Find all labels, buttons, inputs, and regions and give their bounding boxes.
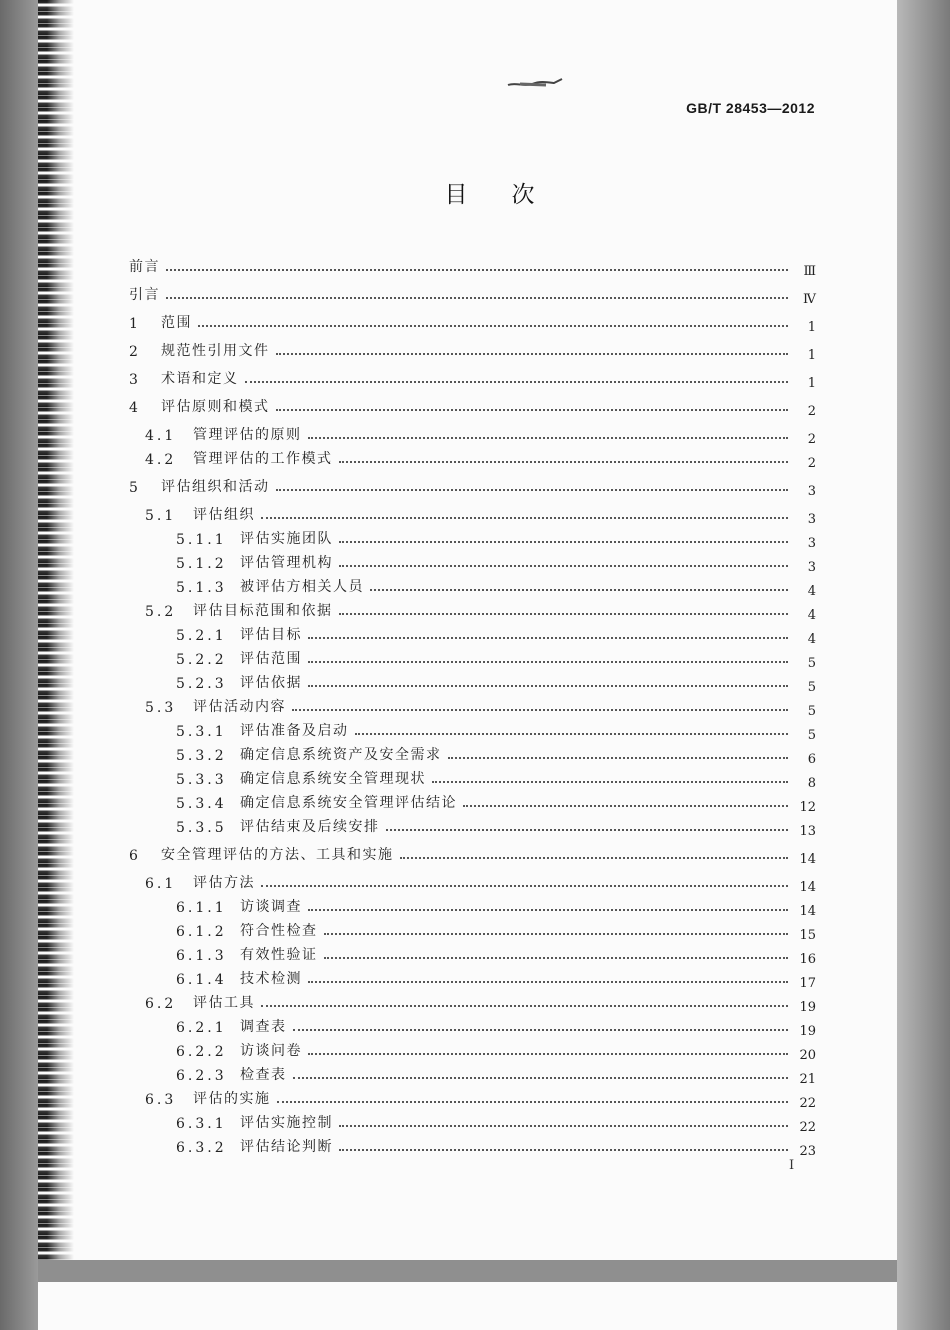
toc-entry-number: 6.2.3: [176, 1068, 227, 1084]
toc-leader-dots: [339, 1149, 788, 1151]
toc-entry: [129, 284, 816, 307]
toc-entry-label: 评估活动内容: [193, 699, 286, 715]
toc-entry: [176, 552, 816, 575]
toc-leader-dots: [324, 957, 789, 959]
toc-entry-number: 6.2.1: [176, 1020, 227, 1036]
toc-entry-number: 3: [129, 372, 141, 388]
toc-entry-label: 评估实施团队: [240, 531, 333, 547]
toc-entry-label: 评估结束及后续安排: [240, 819, 380, 835]
toc-leader-dots: [339, 565, 788, 567]
toc-entry: [129, 256, 816, 279]
toc-entry-number: 5.3: [145, 700, 177, 716]
toc-entry-number: 4.1: [145, 428, 177, 444]
toc-entry-number: 6: [129, 848, 141, 864]
toc-leader-dots: [245, 381, 789, 383]
toc-entry-page: 3: [807, 536, 816, 551]
toc-entry-label: 评估目标: [240, 627, 302, 643]
toc-entry-number: 2: [129, 344, 141, 360]
toc-entry-label: 确定信息系统安全管理现状: [240, 771, 426, 787]
toc-entry-number: 5.2.2: [176, 652, 227, 668]
toc-leader-dots: [386, 829, 789, 831]
toc-entry-page: 5: [807, 656, 816, 671]
toc-leader-dots: [276, 409, 789, 411]
toc-entry-label: 评估结论判断: [240, 1139, 333, 1155]
toc-entry-label: 评估实施控制: [240, 1115, 333, 1131]
toc-entry-page: Ⅲ: [803, 264, 816, 279]
toc-entry-label: 评估范围: [240, 651, 302, 667]
toc-entry-page: 17: [799, 976, 816, 991]
toc-entry-page: 2: [807, 456, 816, 471]
toc-entry-label: 评估目标范围和依据: [193, 603, 333, 619]
toc-entry: [129, 368, 816, 391]
toc-entry-page: 13: [799, 824, 816, 839]
toc-leader-dots: [448, 757, 789, 759]
toc-entry-number: 5.1: [145, 508, 177, 524]
toc-entry-label: 访谈调查: [240, 899, 302, 915]
toc-entry-label: 引言: [129, 287, 160, 303]
toc-entry-page: 3: [807, 560, 816, 575]
toc-entry-label: 评估组织和活动: [161, 479, 270, 495]
toc-entry: [176, 1136, 816, 1159]
toc-entry-number: 4.2: [145, 452, 177, 468]
toc-entry-page: 3: [807, 484, 816, 499]
toc-entry: [145, 1088, 816, 1111]
toc-entry: [176, 576, 816, 599]
toc-leader-dots: [292, 709, 788, 711]
toc-entry-number: 6.1.2: [176, 924, 227, 940]
page-title: 目次: [444, 182, 579, 208]
toc-leader-dots: [308, 981, 788, 983]
toc-leader-dots: [308, 909, 788, 911]
toc-entry: [145, 600, 816, 623]
toc-entry-page: 23: [799, 1144, 816, 1159]
toc-leader-dots: [339, 1125, 788, 1127]
toc-entry-label: 有效性验证: [240, 947, 318, 963]
toc-entry-page: 5: [807, 680, 816, 695]
toc-leader-dots: [308, 661, 788, 663]
toc-entry-label: 确定信息系统资产及安全需求: [240, 747, 442, 763]
toc-entry: [176, 920, 816, 943]
toc-entry-number: 6.3: [145, 1092, 177, 1108]
toc-entry-page: 6: [807, 752, 816, 767]
toc-entry-label: 评估方法: [193, 875, 255, 891]
toc-entry-number: 6.1.3: [176, 948, 227, 964]
toc-entry: [176, 768, 816, 791]
toc-entry-label: 符合性检查: [240, 923, 318, 939]
toc-leader-dots: [261, 885, 788, 887]
toc-entry-number: 5.1.3: [176, 580, 227, 596]
toc-leader-dots: [166, 269, 788, 271]
toc-entry-page: 4: [807, 608, 816, 623]
toc-entry: [129, 312, 816, 335]
toc-entry-number: 6.3.1: [176, 1116, 227, 1132]
toc-entry: [176, 720, 816, 743]
toc-leader-dots: [261, 517, 788, 519]
toc-entry-number: 5.1.2: [176, 556, 227, 572]
toc-entry-label: 评估的实施: [193, 1091, 271, 1107]
toc-entry-page: 16: [799, 952, 816, 967]
toc-leader-dots: [308, 1053, 788, 1055]
toc-entry: [145, 504, 816, 527]
next-page-edge: [38, 1282, 897, 1330]
toc-entry-page: 1: [807, 348, 816, 363]
toc-leader-dots: [293, 1029, 789, 1031]
toc-entry-number: 5.3.2: [176, 748, 227, 764]
table-of-contents: [38, 0, 897, 1260]
toc-entry: [176, 816, 816, 839]
toc-entry-label: 管理评估的原则: [193, 427, 302, 443]
toc-entry-number: 1: [129, 316, 141, 332]
toc-entry-page: 2: [807, 432, 816, 447]
toc-entry: [145, 992, 816, 1015]
toc-entry-label: 安全管理评估的方法、工具和实施: [161, 847, 394, 863]
toc-leader-dots: [293, 1077, 789, 1079]
footer-page-number: Ⅰ: [789, 1158, 795, 1173]
toc-leader-dots: [400, 857, 789, 859]
toc-entry-page: 1: [807, 320, 816, 335]
toc-entry: [176, 792, 816, 815]
toc-entry-number: 4: [129, 400, 141, 416]
toc-leader-dots: [339, 461, 789, 463]
toc-leader-dots: [355, 733, 789, 735]
document-page: [38, 0, 897, 1260]
toc-entry-page: 19: [799, 1024, 816, 1039]
toc-leader-dots: [166, 297, 788, 299]
toc-entry-page: 14: [799, 852, 816, 867]
toc-entry-number: 6.1: [145, 876, 177, 892]
standard-code: GB/T 28453—2012: [686, 100, 815, 116]
toc-entry-label: 范围: [161, 315, 192, 331]
toc-entry-page: 5: [807, 728, 816, 743]
toc-entry-label: 前言: [129, 259, 160, 275]
toc-entry-label: 评估准备及启动: [240, 723, 349, 739]
toc-leader-dots: [339, 541, 788, 543]
toc-leader-dots: [276, 489, 789, 491]
toc-entry: [176, 1040, 816, 1063]
toc-entry-number: 6.2: [145, 996, 177, 1012]
toc-entry-page: 8: [807, 776, 816, 791]
toc-entry-number: 5.3.3: [176, 772, 227, 788]
toc-entry-label: 管理评估的工作模式: [193, 451, 333, 467]
toc-entry-label: 评估管理机构: [240, 555, 333, 571]
toc-entry-page: 1: [807, 376, 816, 391]
toc-entry: [176, 648, 816, 671]
toc-leader-dots: [463, 805, 788, 807]
toc-entry-page: 14: [799, 904, 816, 919]
toc-entry-label: 评估组织: [193, 507, 255, 523]
toc-entry-label: 评估依据: [240, 675, 302, 691]
toc-leader-dots: [261, 1005, 788, 1007]
toc-entry-page: 5: [807, 704, 816, 719]
toc-entry-number: 5.3.4: [176, 796, 227, 812]
toc-entry-label: 评估工具: [193, 995, 255, 1011]
toc-entry: [176, 672, 816, 695]
toc-entry-number: 5.2.3: [176, 676, 227, 692]
background-left: [0, 0, 38, 1330]
toc-leader-dots: [370, 589, 788, 591]
toc-entry: [145, 872, 816, 895]
toc-entry: [145, 424, 816, 447]
toc-entry-label: 术语和定义: [161, 371, 239, 387]
toc-entry-number: 6.3.2: [176, 1140, 227, 1156]
toc-entry: [176, 968, 816, 991]
toc-entry-number: 5.2.1: [176, 628, 227, 644]
toc-entry: [129, 340, 816, 363]
toc-entry-number: 5.1.1: [176, 532, 227, 548]
toc-entry-label: 被评估方相关人员: [240, 579, 364, 595]
toc-leader-dots: [277, 1101, 789, 1103]
toc-entry: [176, 896, 816, 919]
toc-entry-label: 访谈问卷: [240, 1043, 302, 1059]
toc-entry-number: 6.1.4: [176, 972, 227, 988]
toc-entry-label: 检查表: [240, 1067, 287, 1083]
toc-entry-label: 确定信息系统安全管理评估结论: [240, 795, 457, 811]
toc-entry-page: 3: [807, 512, 816, 527]
toc-entry-number: 5: [129, 480, 141, 496]
toc-leader-dots: [432, 781, 788, 783]
toc-entry: [176, 624, 816, 647]
toc-entry-page: 4: [807, 632, 816, 647]
toc-entry: [176, 528, 816, 551]
toc-entry-page: 2: [807, 404, 816, 419]
toc-entry-page: 14: [799, 880, 816, 895]
toc-entry: [145, 696, 816, 719]
toc-entry: [176, 1112, 816, 1135]
toc-entry-page: 22: [799, 1096, 816, 1111]
toc-entry: [176, 744, 816, 767]
toc-entry-page: 4: [807, 584, 816, 599]
toc-leader-dots: [308, 637, 788, 639]
toc-entry: [176, 1064, 816, 1087]
toc-entry-page: 19: [799, 1000, 816, 1015]
toc-entry-number: 6.1.1: [176, 900, 227, 916]
toc-entry-number: 5.2: [145, 604, 177, 620]
toc-leader-dots: [324, 933, 789, 935]
toc-leader-dots: [308, 685, 788, 687]
toc-entry-number: 5.3.5: [176, 820, 227, 836]
toc-entry-page: 15: [799, 928, 816, 943]
toc-entry-page: 21: [799, 1072, 816, 1087]
toc-entry-label: 调查表: [240, 1019, 287, 1035]
toc-entry-number: 6.2.2: [176, 1044, 227, 1060]
toc-entry-number: 5.3.1: [176, 724, 227, 740]
toc-entry-label: 评估原则和模式: [161, 399, 270, 415]
toc-entry-label: 技术检测: [240, 971, 302, 987]
toc-entry: [176, 1016, 816, 1039]
toc-leader-dots: [198, 325, 788, 327]
toc-entry: [129, 844, 816, 867]
toc-leader-dots: [276, 353, 789, 355]
toc-entry: [145, 448, 816, 471]
toc-leader-dots: [339, 613, 789, 615]
toc-entry: [129, 476, 816, 499]
toc-entry-page: Ⅳ: [803, 292, 816, 307]
toc-entry: [176, 944, 816, 967]
toc-entry-label: 规范性引用文件: [161, 343, 270, 359]
toc-entry-page: 20: [799, 1048, 816, 1063]
toc-entry: [129, 396, 816, 419]
toc-leader-dots: [308, 437, 789, 439]
toc-entry-page: 22: [799, 1120, 816, 1135]
toc-entry-page: 12: [799, 800, 816, 815]
